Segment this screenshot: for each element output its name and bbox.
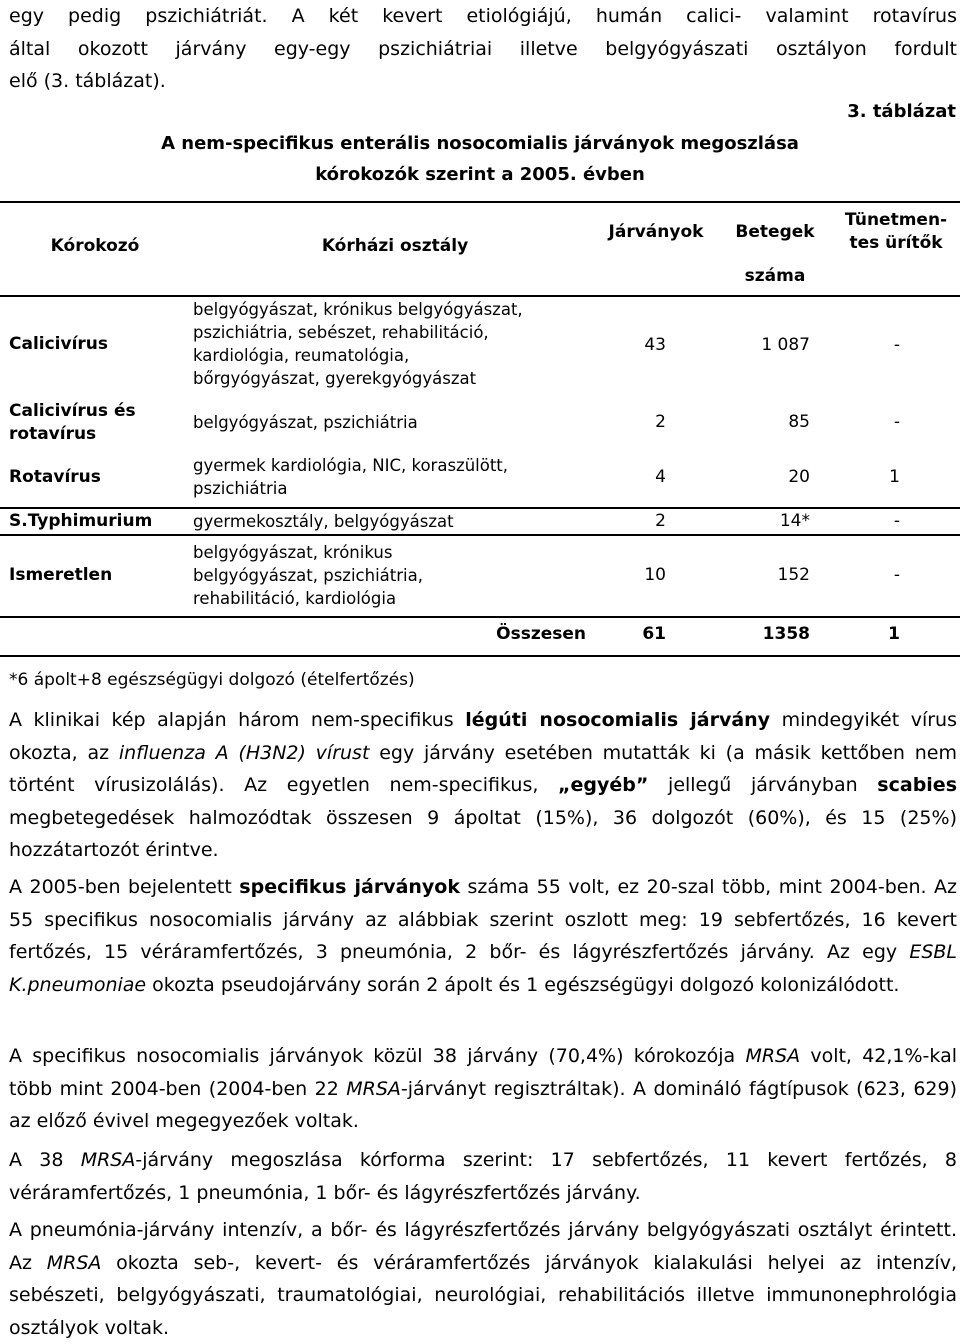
row-patients: 14* xyxy=(779,511,810,531)
table-number: 3. táblázat xyxy=(847,101,956,122)
table-bottom-rule xyxy=(0,655,960,657)
row-ward-line: kardiológia, reumatológia, xyxy=(193,346,410,365)
header-patients: Betegek xyxy=(735,222,815,242)
row-pathogen: Calicivírus xyxy=(9,334,109,354)
intro-paragraph xyxy=(9,0,957,98)
italic-term: influenza A (H3N2) vírust xyxy=(118,741,370,764)
total-label: Összesen xyxy=(496,624,586,644)
row-pathogen: S.Typhimurium xyxy=(9,511,153,531)
row-ward-line: pszichiátria, sebészet, rehabilitáció, xyxy=(193,323,489,342)
header-outbreaks: Járványok xyxy=(608,222,704,242)
row-carriers: - xyxy=(893,511,900,531)
row-outbreaks: 43 xyxy=(644,335,666,355)
intro-line-2: által okozott járvány egy-egy pszichiátriai illetve belgyógyászati osztályon fordult xyxy=(9,37,957,60)
row-patients: 85 xyxy=(788,412,810,432)
text-span: A 38 xyxy=(9,1149,81,1171)
row-patients: 1 087 xyxy=(761,335,810,355)
total-carriers: 1 xyxy=(888,624,900,644)
row-rule xyxy=(0,534,960,536)
text-span: megbetegedések halmozódtak összesen 9 ápoltat (15%), 36 dolgozót (60%), és 15 (25%) hozzátartozót érintve. xyxy=(9,806,957,862)
header-carriers-2: tes ürítők xyxy=(849,233,943,253)
outbreak-table xyxy=(0,201,960,658)
text-span: A specifikus nosocomialis járványok közül 38 járvány (70,4%) kórokozója xyxy=(9,1045,746,1067)
text-span: A klinikai kép alapján három nem-specifikus xyxy=(9,709,466,731)
intro-line-1: egy pedig pszichiátriát. A két kevert etiológiájú, humán calici- valamint rotavírus xyxy=(9,5,957,27)
row-ward-line: bőrgyógyászat, gyerekgyógyászat xyxy=(193,369,477,388)
text-span: mindegyikét vírus okozta, az xyxy=(9,709,957,764)
header-carriers-1: Tünetmen- xyxy=(844,210,948,230)
row-patients: 152 xyxy=(777,565,810,585)
row-rule xyxy=(0,616,960,618)
table-footnote: *6 ápolt+8 egészségügyi dolgozó (ételfertőzés) xyxy=(9,670,415,690)
text-span: A 2005-ben bejelentett xyxy=(9,876,240,898)
text-span: egy járvány esetében mutatták ki (a másik kettőben nem történt vírusizolálás). Az egyetlen nem-specifikus, xyxy=(9,741,957,797)
paragraph-wards xyxy=(9,1214,957,1344)
table-caption-line-1: A nem-specifikus enterális nosocomialis járványok megoszlása xyxy=(161,133,799,154)
row-ward-line: gyermek kardiológia, NIC, koraszülött, xyxy=(193,456,509,475)
total-outbreaks: 61 xyxy=(642,624,666,644)
text-span: A pneumónia-járvány intenzív, a bőr- és lágyrészfertőzés járvány belgyógyászati osztályt érintett. Az xyxy=(9,1219,957,1274)
row-ward-line: belgyógyászat, krónikus xyxy=(193,543,393,562)
row-outbreaks: 10 xyxy=(644,565,666,585)
row-rule xyxy=(0,507,960,509)
row-ward-line: belgyógyászat, pszichiátria, xyxy=(193,566,423,585)
paragraph-mrsa xyxy=(9,1040,957,1138)
row-pathogen: Ismeretlen xyxy=(9,565,113,585)
italic-term: MRSA xyxy=(745,1045,801,1067)
text-span: volt, 42,1%-kal több mint 2004-ben (2004-ben 22 xyxy=(9,1045,958,1100)
bold-term: légúti nosocomialis járvány xyxy=(465,709,771,731)
italic-term: MRSA xyxy=(46,1251,102,1274)
bold-term: specifikus járványok xyxy=(239,876,460,898)
text-span: száma 55 volt, ez 20-szal több, mint 2004-ben. Az 55 specifikus nosocomialis járvány az alábbiak szerint oszlott meg: 19 sebfertőzés, 16 kevert fertőzés, 15 véráramfertőzés, 3 pneumónia, 2 bőr- és lágyrészfertőzés járvány. Az egy xyxy=(9,876,957,964)
row-pathogen-line-2: rotavírus xyxy=(9,424,97,444)
paragraph-mrsa-distribution xyxy=(9,1144,957,1209)
row-carriers: - xyxy=(893,335,900,355)
row-carriers: - xyxy=(893,412,900,432)
table-top-rule xyxy=(0,201,960,203)
paragraph-specific-outbreaks xyxy=(9,871,957,1001)
row-carriers: 1 xyxy=(889,467,900,487)
header-ward: Kórházi osztály xyxy=(321,236,469,256)
row-carriers: - xyxy=(893,565,900,585)
header-bottom-rule xyxy=(0,295,960,297)
row-pathogen: Rotavírus xyxy=(9,467,101,487)
paragraph-respiratory xyxy=(9,704,957,867)
text-span: -járványt regisztráltak). A domináló fágtípusok (623, 629) az előző évivel megegyezőek voltak. xyxy=(9,1077,957,1133)
text-span: -járvány megoszlása kórforma szerint: 17 sebfertőzés, 11 kevert fertőzés, 8 véráramfertőzés, 1 pneumónia, 1 bőr- és lágyrészfertőzés járvány. xyxy=(9,1149,957,1204)
bold-term: „egyéb” xyxy=(558,774,649,797)
italic-term: MRSA xyxy=(346,1077,401,1100)
row-outbreaks: 2 xyxy=(655,511,666,531)
row-outbreaks: 4 xyxy=(655,467,666,487)
row-outbreaks: 2 xyxy=(655,412,666,432)
intro-line-3: elő (3. táblázat). xyxy=(9,70,166,93)
row-ward-line: pszichiátria xyxy=(193,479,288,498)
row-ward-line: belgyógyászat, krónikus belgyógyászat, xyxy=(193,300,523,319)
italic-term: MRSA xyxy=(80,1149,136,1171)
row-patients: 20 xyxy=(788,467,810,487)
italic-term: ESBL K.pneumoniae xyxy=(9,941,957,996)
text-span: jellegű járványban xyxy=(648,774,878,797)
row-ward-line: gyermekosztály, belgyógyászat xyxy=(193,512,454,531)
text-span: okozta pseudojárvány során 2 ápolt és 1 egészségügyi dolgozó kolonizálódott. xyxy=(146,973,900,996)
bold-term: scabies xyxy=(877,774,957,797)
row-ward-line: belgyógyászat, pszichiátria xyxy=(193,413,418,432)
header-pathogen: Kórokozó xyxy=(50,236,140,256)
header-count: száma xyxy=(744,266,806,286)
table-caption-line-2: kórokozók szerint a 2005. évben xyxy=(315,164,645,185)
total-patients: 1358 xyxy=(762,624,810,644)
text-span: okozta seb-, kevert- és véráramfertőzés járványok kialakulási helyei az intenzív, sebészeti, belgyógyászati, traumatológiai, neurológiai, rehabilitációs illetve immunonephrológia osztályok voltak. xyxy=(9,1251,957,1339)
row-ward-line: rehabilitáció, kardiológia xyxy=(193,589,397,608)
row-pathogen: Calicivírus és xyxy=(9,401,136,421)
